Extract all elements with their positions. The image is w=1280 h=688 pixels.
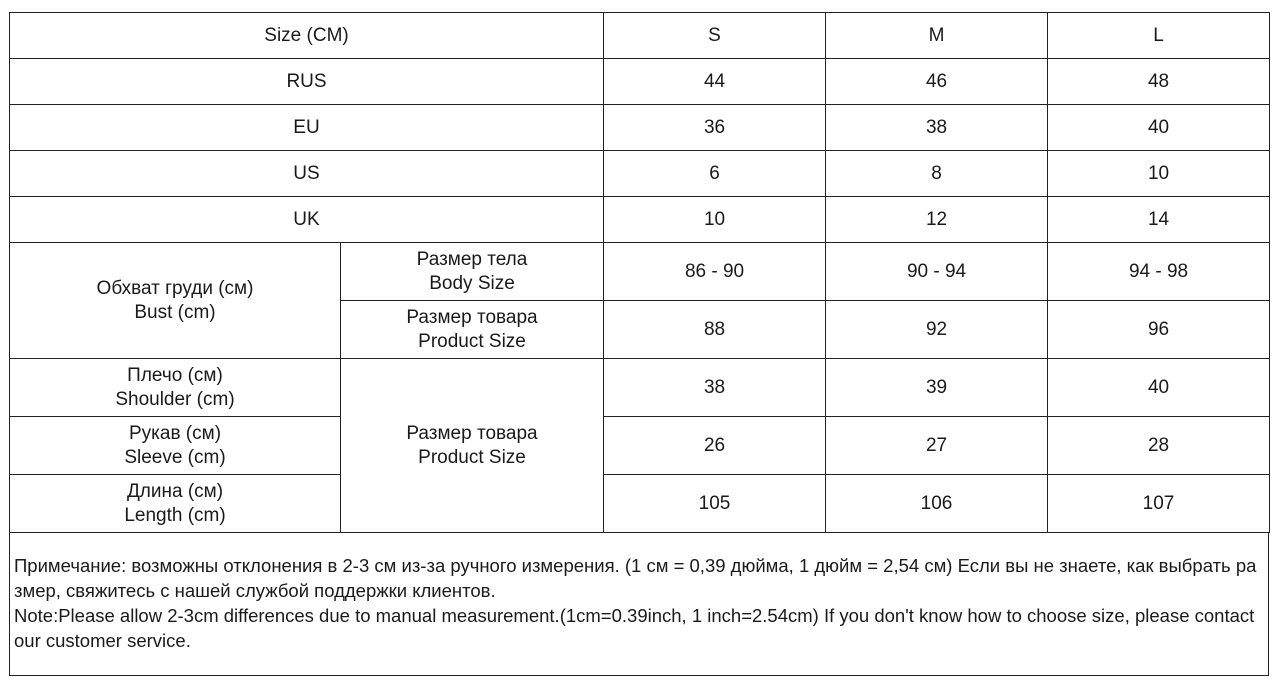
body-size-label bbox=[341, 243, 604, 301]
length-label-en: Length (cm) bbox=[124, 504, 226, 526]
table-cell: 12 bbox=[826, 197, 1048, 243]
size-table bbox=[9, 12, 1270, 533]
table-cell: 27 bbox=[826, 417, 1048, 475]
table-cell: 48 bbox=[1048, 59, 1270, 105]
table-cell: 105 bbox=[604, 475, 826, 533]
sleeve-label-en: Sleeve (cm) bbox=[124, 446, 226, 468]
table-cell: 14 bbox=[1048, 197, 1270, 243]
product-size-merged-label bbox=[341, 359, 604, 533]
note-russian: Примечание: возможны отклонения в 2-3 см из-за ручного измерения. (1 см = 0,39 дюйма, 1 дюйм = 2,54 см) Если вы не знаете, как выбрать размер, свяжитесь с нашей службой поддержки клиентов. bbox=[14, 555, 1257, 601]
table-row bbox=[10, 417, 1270, 475]
table-cell: 10 bbox=[604, 197, 826, 243]
size-header-label: Size (CM) bbox=[10, 13, 604, 59]
table-cell: 6 bbox=[604, 151, 826, 197]
size-m-header: M bbox=[826, 13, 1048, 59]
region-label-uk: UK bbox=[10, 197, 604, 243]
table-cell: 88 bbox=[604, 301, 826, 359]
table-row bbox=[10, 151, 1270, 197]
measurement-note bbox=[9, 533, 1269, 676]
length-label bbox=[10, 475, 341, 533]
table-row bbox=[10, 105, 1270, 151]
table-cell: 38 bbox=[604, 359, 826, 417]
table-cell: 86 - 90 bbox=[604, 243, 826, 301]
table-row bbox=[10, 197, 1270, 243]
table-cell: 94 - 98 bbox=[1048, 243, 1270, 301]
table-cell: 39 bbox=[826, 359, 1048, 417]
body-size-label-ru: Размер тела bbox=[416, 248, 528, 270]
table-cell: 96 bbox=[1048, 301, 1270, 359]
sleeve-label bbox=[10, 417, 341, 475]
product-size-merged-en: Product Size bbox=[418, 446, 526, 468]
sleeve-label-ru: Рукав (см) bbox=[128, 422, 222, 444]
region-label-eu: EU bbox=[10, 105, 604, 151]
table-cell: 40 bbox=[1048, 105, 1270, 151]
size-s-header: S bbox=[604, 13, 826, 59]
length-label-ru: Длина (см) bbox=[126, 480, 224, 502]
table-cell: 90 - 94 bbox=[826, 243, 1048, 301]
product-size-label bbox=[341, 301, 604, 359]
header-row bbox=[10, 13, 1270, 59]
table-cell: 28 bbox=[1048, 417, 1270, 475]
table-row bbox=[10, 475, 1270, 533]
size-chart bbox=[9, 12, 1269, 676]
bust-label-en: Bust (cm) bbox=[134, 301, 216, 323]
table-cell: 92 bbox=[826, 301, 1048, 359]
table-cell: 107 bbox=[1048, 475, 1270, 533]
product-size-label-en: Product Size bbox=[418, 330, 526, 352]
region-label-us: US bbox=[10, 151, 604, 197]
shoulder-label-ru: Плечо (см) bbox=[127, 364, 223, 386]
product-size-merged-ru: Размер товара bbox=[406, 422, 538, 444]
size-l-header: L bbox=[1048, 13, 1270, 59]
bust-label bbox=[10, 243, 341, 359]
shoulder-label bbox=[10, 359, 341, 417]
table-row bbox=[10, 359, 1270, 417]
table-cell: 26 bbox=[604, 417, 826, 475]
table-row bbox=[10, 243, 1270, 301]
table-cell: 8 bbox=[826, 151, 1048, 197]
table-cell: 36 bbox=[604, 105, 826, 151]
table-cell: 44 bbox=[604, 59, 826, 105]
note-english: Note:Please allow 2-3cm differences due to manual measurement.(1cm=0.39inch, 1 inch=2.54cm) If you don't know how to choose size, please contact our customer service. bbox=[14, 605, 1255, 651]
bust-label-ru: Обхват груди (см) bbox=[96, 277, 254, 299]
table-cell: 106 bbox=[826, 475, 1048, 533]
table-cell: 46 bbox=[826, 59, 1048, 105]
table-cell: 10 bbox=[1048, 151, 1270, 197]
product-size-label-ru: Размер товара bbox=[406, 306, 538, 328]
table-cell: 38 bbox=[826, 105, 1048, 151]
shoulder-label-en: Shoulder (cm) bbox=[115, 388, 235, 410]
region-label-rus: RUS bbox=[10, 59, 604, 105]
table-cell: 40 bbox=[1048, 359, 1270, 417]
body-size-label-en: Body Size bbox=[429, 272, 515, 294]
table-row bbox=[10, 59, 1270, 105]
